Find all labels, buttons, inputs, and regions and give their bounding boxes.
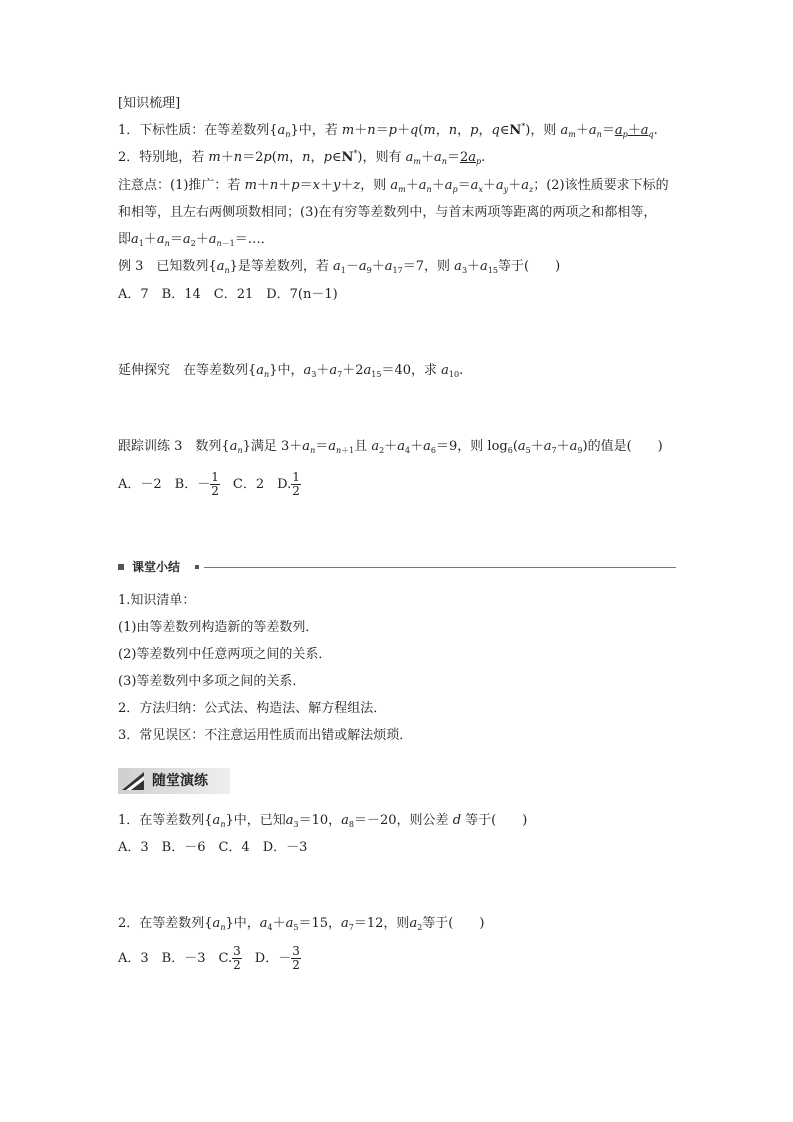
divider xyxy=(204,567,676,568)
fraction-one-half: $\frac{1}{2}$ xyxy=(211,470,219,498)
fraction-three-halves: $\frac{3}{2}$ xyxy=(292,944,300,972)
knowledge-note-2: 和相等，且左右两侧项数相同；(3)在有穷等差数列中，与首末两项等距离的两项之和都相等， xyxy=(118,205,657,220)
practice-question-1: 1．在等差数列$\{a_n\}$中，已知$a_3=10$，$a_8=-20$，则公差 d 等于( ) xyxy=(118,813,528,829)
knowledge-heading: [知识梳理] xyxy=(118,96,181,111)
tracking-3-question: 跟踪训练 3 数列$\{a_n\}$满足 $3+a_n=a_{n+1}$且 $a_2+a_4+a_6=9$，则 $\log_6(a_5+a_7+a_9)$的值是( ) xyxy=(118,439,663,455)
summary-line: (1)由等差数列构造新的等差数列． xyxy=(118,620,319,635)
practice-question-2: 2．在等差数列$\{a_n\}$中，$a_4+a_5=15$，$a_7=12$，则$a_2$等于( ) xyxy=(118,916,485,932)
summary-line: (3)等差数列中多项之间的关系． xyxy=(118,674,306,689)
knowledge-note-3: 即$a_1+a_n=a_2+a_{n-1}=\dots$． xyxy=(118,232,274,248)
summary-section-header xyxy=(118,558,676,576)
practice-options-2: A．3 B．－3 C. $\frac{3}{2}$ D．－ $\frac{3}{2}$ xyxy=(118,944,300,972)
tracking-3-options: A．－2 B．－ $\frac{1}{2}$ C．2 D. $\frac{1}{2}$ xyxy=(118,470,300,498)
square-bullet-icon xyxy=(195,565,199,569)
practice-section-header xyxy=(118,768,230,794)
knowledge-item-2: 2．特别地，若 m＋n＝2p(m，n，p∈N*)，则有 $a_m+a_n=2a_p$. xyxy=(118,149,486,166)
knowledge-note-1: 注意点：(1)推广：若 m＋n＋p＝x＋y＋z，则 $a_m+a_n+a_p=a_x+a_y+a_z$；(2)该性质要求下标的 xyxy=(118,178,669,194)
knowledge-item-1: 1．下标性质：在等差数列$\{a_n\}$中，若 m＋n＝p＋q(m，n，p，q∈N*)，则 $a_m+a_n=a_p+a_q$. xyxy=(118,122,658,139)
fraction-one-half: $\frac{1}{2}$ xyxy=(292,470,300,498)
example-3-options: A．7 B．14 C．21 D．7(n－1) xyxy=(118,287,338,302)
summary-line: 3．常见误区：不注意运用性质而出错或解法烦琐． xyxy=(118,728,413,743)
practice-title: 随堂演练 xyxy=(152,773,208,789)
pen-icon xyxy=(120,770,146,792)
fraction-three-halves: $\frac{3}{2}$ xyxy=(233,944,241,972)
extension-question: 延伸探究 在等差数列$\{a_n\}$中，$a_3+a_7+2a_{15}=40$，求 $a_{10}$. xyxy=(118,363,464,379)
example-3-question: 例 3 已知数列$\{a_n\}$是等差数列，若 $a_1-a_9+a_{17}=7$，则 $a_3+a_{15}$等于( ) xyxy=(118,259,561,275)
square-bullet-icon xyxy=(118,564,124,570)
summary-line: (2)等差数列中任意两项之间的关系． xyxy=(118,647,332,662)
summary-line: 1.知识清单： xyxy=(118,593,196,608)
summary-line: 2．方法归纳：公式法、构造法、解方程组法． xyxy=(118,701,387,716)
summary-title: 课堂小结 xyxy=(132,560,181,574)
practice-options-1: A．3 B．－6 C．4 D．－3 xyxy=(118,840,308,855)
